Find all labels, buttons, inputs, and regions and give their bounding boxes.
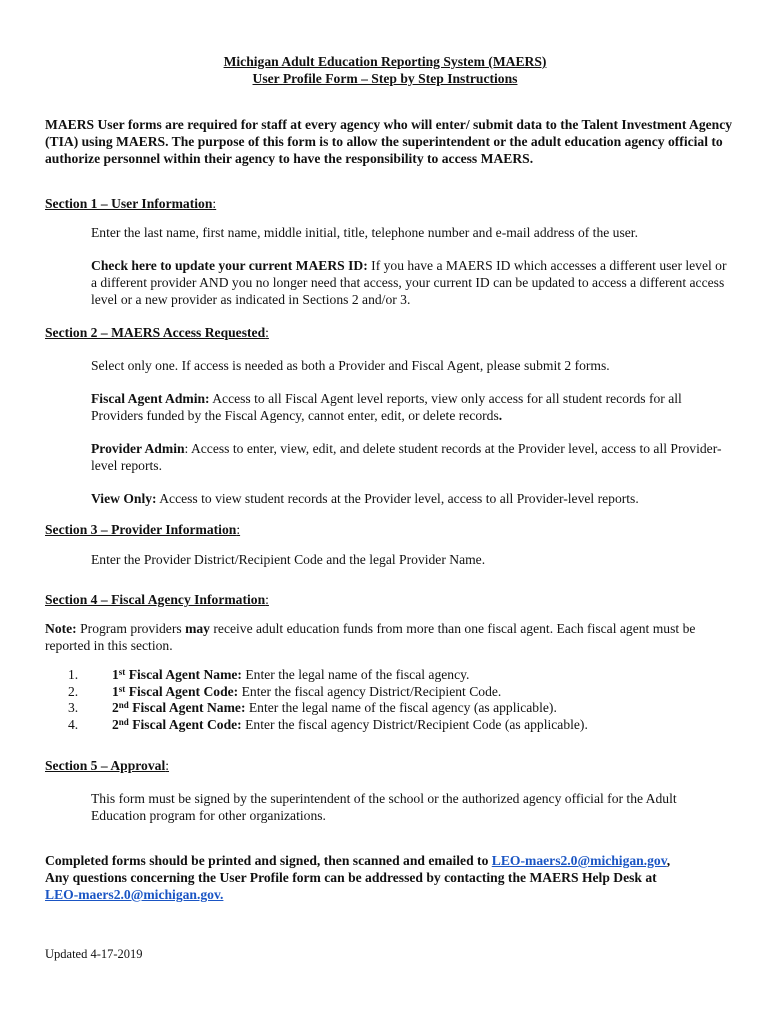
section-5-title: Section 5 – Approval	[45, 758, 166, 773]
note-text-post: receive adult education funds from more than one fiscal agent. Each fiscal agent must be reported in this section.	[45, 621, 696, 653]
closing-line-3	[45, 886, 223, 903]
section-1-heading	[45, 195, 735, 212]
list-item-number: 4.	[68, 717, 79, 732]
fiscal-agent-admin-period: .	[498, 408, 503, 423]
section-3-colon: :	[236, 522, 241, 537]
ordinal-suffix: st	[118, 667, 126, 677]
list-item-number: 3.	[68, 700, 79, 715]
section-2-heading	[45, 324, 735, 341]
section-5-text: This form must be signed by the superintendent of the school or the authorized agency official for the Adult Education program for other organizations.	[91, 791, 677, 823]
list-item	[112, 716, 732, 733]
note-label: Note:	[45, 621, 77, 636]
view-only-text: Access to view student records at the Provider level, access to all Provider-level reports.	[156, 491, 639, 506]
title-line-2: User Profile Form – Step by Step Instructions	[252, 71, 518, 86]
section-2-title: Section 2 – MAERS Access Requested	[45, 325, 266, 340]
item-text: Enter the legal name of the fiscal agency (as applicable).	[245, 700, 557, 715]
section-5-colon: :	[165, 758, 170, 773]
item-label: Fiscal Agent Code:	[128, 717, 242, 732]
section-1-title: Section 1 – User Information	[45, 196, 213, 211]
item-label: Fiscal Agent Code:	[125, 684, 239, 699]
update-id-text: If you have a MAERS ID which accesses a different user level or a different provider AND you no longer need that access, your current ID can be updated to access a different access level or a new provider as indicated in Sections 2 and/or 3.	[91, 258, 727, 307]
list-item-number: 2.	[68, 684, 79, 699]
section-5-heading	[45, 757, 735, 774]
section-4-note	[45, 620, 735, 654]
provider-admin-text: : Access to enter, view, edit, and delete student records at the Provider level, access to all Provider-level reports.	[91, 441, 722, 473]
view-only	[91, 490, 731, 507]
item-text: Enter the fiscal agency District/Recipient Code (as applicable).	[241, 717, 588, 732]
list-item	[112, 699, 732, 716]
fiscal-agent-admin	[91, 390, 731, 424]
closing-line-1	[45, 852, 745, 869]
list-item-number: 1.	[68, 667, 79, 682]
section-1-colon: :	[212, 196, 217, 211]
item-label: Fiscal Agent Name:	[128, 700, 246, 715]
ordinal: 2	[112, 700, 119, 715]
section-3-heading	[45, 521, 735, 538]
provider-admin-label: Provider Admin	[91, 441, 185, 456]
closing-comma: ,	[666, 853, 671, 868]
item-text: Enter the fiscal agency District/Recipient Code.	[238, 684, 502, 699]
item-text: Enter the legal name of the fiscal agency.	[241, 667, 470, 682]
closing-line-2: Any questions concerning the User Profile form can be addressed by contacting the MAERS Help Desk at	[45, 870, 657, 885]
ordinal: 1	[112, 684, 119, 699]
fiscal-agent-admin-label: Fiscal Agent Admin:	[91, 391, 210, 406]
note-text-pre: Program providers	[76, 621, 186, 636]
section-4-colon: :	[265, 592, 269, 607]
section-2-colon: :	[265, 325, 269, 340]
list-item	[112, 683, 732, 700]
help-desk-email-link[interactable]: LEO-maers2.0@michigan.gov.	[45, 887, 224, 902]
fiscal-agent-admin-text: Access to all Fiscal Agent level reports, view only access for all student records for all Providers funded by the Fiscal Agency, cannot enter, edit, or delete records	[91, 391, 682, 423]
ordinal-suffix: nd	[118, 700, 129, 710]
view-only-label: View Only:	[91, 491, 157, 506]
note-may: may	[185, 621, 210, 636]
section-3-text: Enter the Provider District/Recipient Code and the legal Provider Name.	[91, 552, 486, 567]
section-4-heading	[45, 591, 735, 608]
update-id-label: Check here to update your current MAERS ID:	[91, 258, 368, 273]
closing-line-1-text: Completed forms should be printed and signed, then scanned and emailed to	[45, 853, 492, 868]
section-1-text: Enter the last name, first name, middle initial, title, telephone number and e-mail address of the user.	[91, 225, 638, 240]
ordinal: 1	[112, 667, 119, 682]
section-1-update-id	[91, 257, 731, 308]
list-item	[112, 666, 732, 683]
ordinal: 2	[112, 717, 119, 732]
section-3-title: Section 3 – Provider Information	[45, 522, 237, 537]
section-2-select-text: Select only one. If access is needed as both a Provider and Fiscal Agent, please submit 2 forms.	[91, 358, 610, 373]
intro-paragraph: MAERS User forms are required for staff at every agency who will enter/ submit data to the Talent Investment Agency (TIA) using MAERS. The purpose of this form is to allow the superintendent or the adult education agency official to authorize personnel within their agency to have the responsibility to access MAERS.	[45, 117, 733, 166]
title-line-1: Michigan Adult Education Reporting System (MAERS)	[223, 54, 547, 69]
ordinal-suffix: nd	[118, 717, 129, 727]
email-link[interactable]: LEO-maers2.0@michigan.gov	[491, 853, 667, 868]
ordinal-suffix: st	[118, 684, 126, 694]
item-label: Fiscal Agent Name:	[125, 667, 242, 682]
updated-date: Updated 4-17-2019	[45, 947, 143, 961]
provider-admin	[91, 440, 731, 474]
section-4-title: Section 4 – Fiscal Agency Information	[45, 592, 266, 607]
